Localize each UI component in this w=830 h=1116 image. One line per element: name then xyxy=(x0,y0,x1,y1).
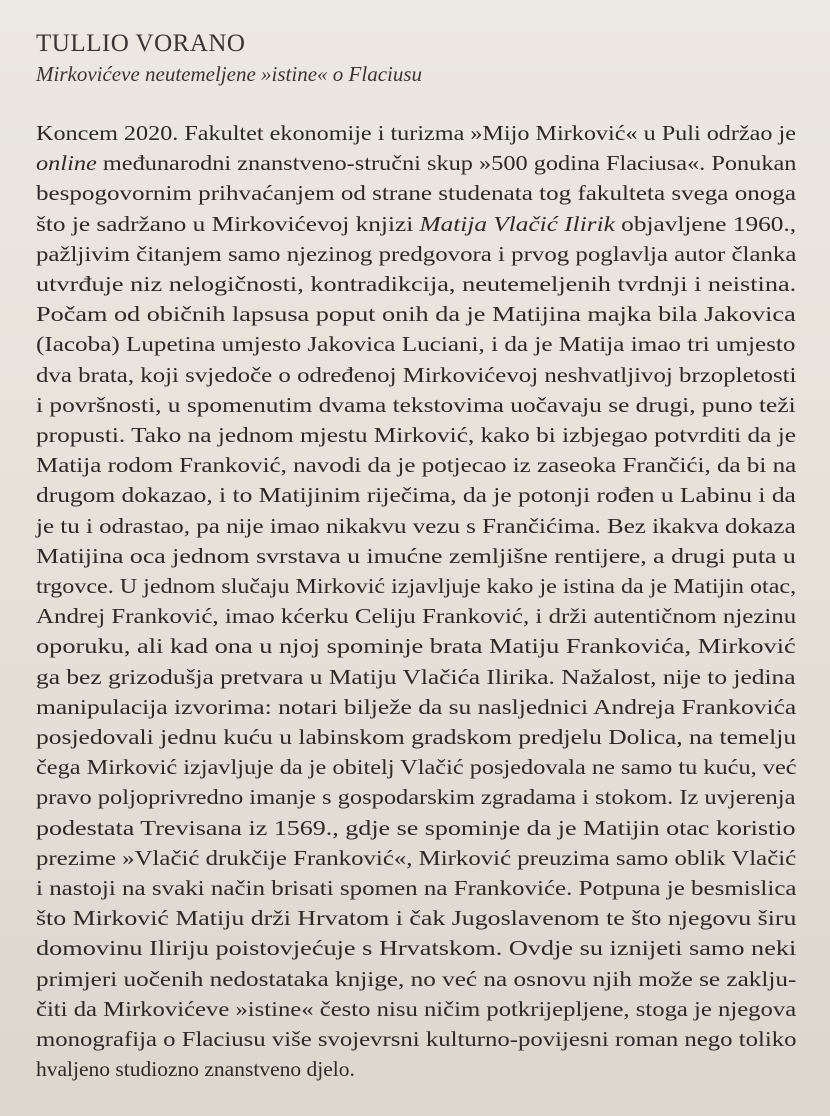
text-line: čega Mirković izjavljuje da je obitelj Vlačić posjedovala ne samo tu kuću, već xyxy=(36,755,797,780)
text-line: primjeri uočenih nedostataka knjige, no već na osnovu njih može se zaklju- xyxy=(36,966,797,991)
text-line: prezime »Vlačić drukčije Franković«, Mirković preuzima samo oblik Vlačić xyxy=(36,845,797,870)
text-line: što Mirković Matiju drži Hrvatom i čak Jugoslavenom te što njegovu širu xyxy=(36,906,797,931)
text-line: čiti da Mirkovićeve »istine« često nisu ničim potkrijepljene, stoga je njegova xyxy=(36,996,797,1021)
text-line: domovinu Iliriju poistovjećuje s Hrvatskom. Ovdje su iznijeti samo neki xyxy=(36,936,797,961)
running-header-title: Mirkovićeve neutemeljene »istine« o Flaciusu xyxy=(36,62,423,86)
text-line: Matijina oca jednom svrstava u imućne zemljišne rentijere, a drugi puta u xyxy=(36,543,796,568)
text-line: bespogovornim prihvaćanjem od strane studenata tog fakulteta svega onoga xyxy=(36,181,796,206)
text-line: i površnosti, u spomenutim dvama tekstovima uočavaju se drugi, puno teži xyxy=(36,392,796,417)
text-line: pravo poljoprivredno imanje s gospodarskim zgradama i stokom. Iz uvjerenja xyxy=(36,785,796,810)
text-line: dva brata, koji svjedoče o određenoj Mirkovićevoj neshvatljivoj brzopletosti xyxy=(36,362,797,387)
text-line: hvaljeno studiozno znanstveno djelo. xyxy=(36,1057,355,1082)
text-line: (Iacoba) Lupetina umjesto Jakovica Luciani, i da je Matija imao tri umjesto xyxy=(36,332,796,357)
running-header-author: TULLIO VORANO xyxy=(36,30,246,57)
text-line: pažljivim čitanjem samo njezinog predgovora i prvog poglavlja autor članka xyxy=(36,241,797,266)
text-line: je tu i odrastao, pa nije imao nikakvu vezu s Frančićima. Bez ikakva dokaza xyxy=(36,513,796,538)
text-line: posjedovali jednu kuću u labinskom gradskom predjelu Dolica, na temelju xyxy=(36,725,797,749)
text-line: i nastoji na svaki način brisati spomen na Frankoviće. Potpuna je besmislica xyxy=(36,876,797,900)
text-line: Počam od običnih lapsusa poput onih da je Matijina majka bila Jakovica xyxy=(36,302,796,327)
text-line: monografija o Flaciusu više svojevrsni kulturno-povijesni roman nego toliko xyxy=(36,1027,797,1051)
text-line: Koncem 2020. Fakultet ekonomije i turizma »Mijo Mirković« u Puli održao je xyxy=(36,121,796,145)
text-line: oporuku, ali kad ona u njoj spominje brata Matiju Frankovića, Mirković xyxy=(36,634,796,659)
text-line: drugom dokazao, i to Matijinim riječima, da je potonji rođen u Labinu i da xyxy=(36,483,796,508)
text-line: što je sadržano u Mirkovićevoj knjizi Matija Vlačić Ilirik objavljene 1960., xyxy=(36,211,797,236)
text-line: Andrej Franković, imao kćerku Celiju Franković, i drži autentičnom njezinu xyxy=(36,604,797,629)
text-line: manipulacija izvorima: notari bilježe da su nasljednici Andreja Frankovića xyxy=(36,694,797,719)
text-line: propusti. Tako na jednom mjestu Mirković, kako bi izbjegao potvrditi da je xyxy=(36,423,796,447)
text-line: Matija rodom Franković, navodi da je potjecao iz zaseoka Frančići, da bi na xyxy=(36,453,797,478)
text-line: trgovce. U jednom slučaju Mirković izjavljuje kako je istina da je Matijin otac, xyxy=(36,574,797,598)
text-line: online međunarodni znanstveno-stručni skup »500 godina Flaciusa«. Ponukan xyxy=(36,151,797,176)
text-line: podestata Trevisana iz 1569., gdje se spominje da je Matijin otac koristio xyxy=(36,815,796,840)
text-line: ga bez grizodušja pretvara u Matiju Vlačića Ilirika. Nažalost, nije to jedina xyxy=(36,664,796,689)
text-line: utvrđuje niz nelogičnosti, kontradikcija, neutemeljenih tvrdnji i neistina. xyxy=(36,272,797,296)
